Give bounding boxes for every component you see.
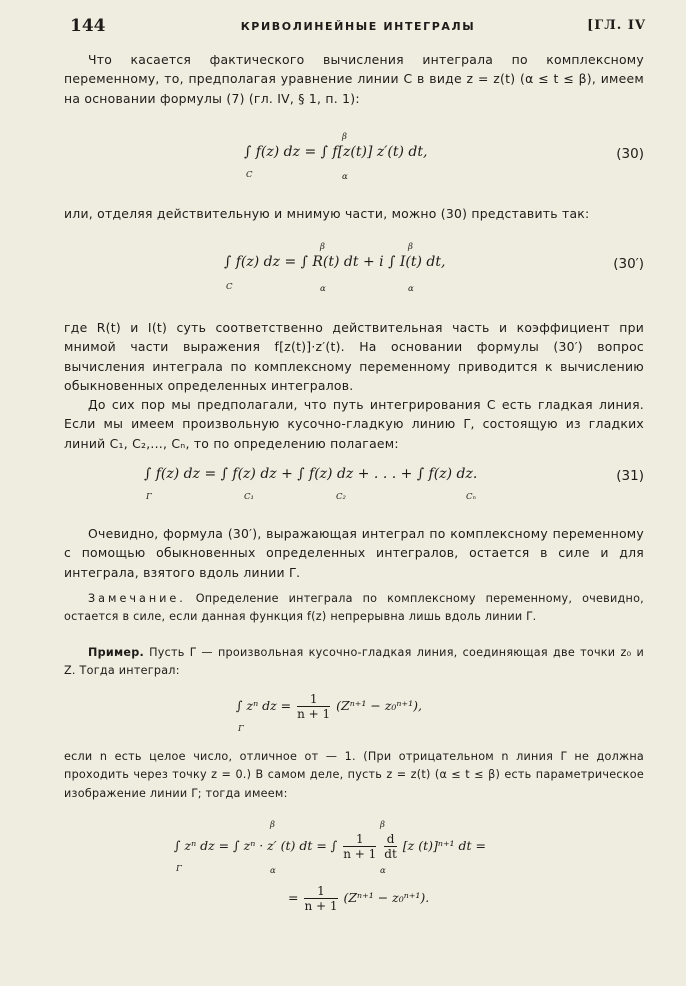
chapter-marker: [ГЛ. IV — [587, 18, 646, 33]
formula-final-line2 — [64, 878, 644, 928]
formula-31-limit-gamma: Γ — [146, 492, 152, 502]
formula-30-expression: ∫ f(z) dz = ∫ f[z(t)] z′(t) dt, — [244, 144, 428, 160]
formula-30-number: (30) — [616, 146, 644, 162]
formula-31-limit-c1: C₁ — [244, 492, 254, 502]
page-number: 144 — [70, 16, 106, 36]
formula-final-fraction-2-num: d — [384, 832, 397, 847]
formula-example-rhs: (Zⁿ⁺¹ − z₀ⁿ⁺¹), — [336, 698, 422, 713]
formula-30-prime-lower-1: α — [320, 284, 326, 294]
formula-final-limit-a2: α — [380, 866, 386, 876]
paragraph-proof-text: если n есть целое число, отличное от — 1. (При отрицательном n линия Γ не должна проходить через точку z = 0.) В самом деле, пусть z = z(t) (α ≤ t ≤ β) есть параметрическое изображение линии Γ; тогда имеем: — [64, 750, 644, 800]
formula-example — [64, 680, 644, 738]
formula-30-prime-expression: ∫ f(z) dz = ∫ R(t) dt + i ∫ I(t) dt, — [224, 254, 446, 270]
paragraph-real-imag-text: или, отделяя действительную и мнимую части, можно (30) представить так: — [64, 206, 590, 221]
formula-30-prime-number: (30′) — [613, 256, 644, 272]
formula-31-limit-cn: Cₙ — [466, 492, 476, 502]
remark-text: Определение интеграла по комплексному переменному, очевидно, остается в силе, если данная функция f(z) непрерывна лишь вдоль линии Γ. — [64, 592, 644, 624]
formula-final-fraction-2-den: dt — [384, 847, 397, 861]
example-label: Пример. — [88, 646, 144, 659]
formula-30-prime-upper-2: β — [408, 242, 413, 252]
paragraph-intro-text: Что касается фактического вычисления интеграла по комплексному переменному, то, предполагая уравнение линии C в виде z = z(t) (α ≤ t ≤ β), имеем на основании формулы (7) (гл. IV, § 1, п. 1): — [64, 52, 644, 106]
formula-31-limit-c2: C₂ — [336, 492, 346, 502]
running-header — [70, 16, 646, 36]
paragraph-remark — [64, 590, 644, 627]
paragraph-piecewise-text: До сих пор мы предполагали, что путь интегрирования C есть гладкая линия. Если мы имеем произвольную кусочно-гладкую линию Γ, состоящую из гладких линий C₁, C₂,..., Cₙ, то по определению полагаем: — [64, 397, 644, 451]
formula-example-denominator: n + 1 — [297, 707, 331, 721]
paragraph-where-text: где R(t) и I(t) суть соответственно действительная часть и коэффициент при мнимой части выражения f[z(t)]·z′(t). На основании формулы (30′) вопрос вычисления интеграла по комплексному переменному приводится к вычислению обыкновенных определенных интегралов. — [64, 320, 644, 393]
formula-final-limit-a1: α — [270, 866, 276, 876]
formula-30-lower-limit: α — [342, 172, 348, 182]
example-text: Пусть Γ — произвольная кусочно-гладкая линия, соединяющая две точки z₀ и Z. Тогда интеграл: — [64, 646, 644, 678]
formula-final-fraction-1 — [343, 832, 376, 861]
formula-final-fraction-3 — [304, 884, 337, 913]
formula-example-fraction — [297, 692, 330, 721]
formula-final-line2-expression — [288, 884, 429, 913]
formula-final-line1-expression — [174, 832, 486, 861]
paragraph-obviously-text: Очевидно, формула (30′), выражающая интеграл по комплексному переменному с помощью обыкновенных определенных интегралов, остается в силе и для интеграла, взятого вдоль линии Γ. — [64, 526, 644, 580]
formula-final-part2: [z (t)]ⁿ⁺¹ dt = — [402, 838, 487, 853]
formula-final-limit-b2: β — [380, 820, 385, 830]
formula-31-number: (31) — [616, 468, 644, 484]
formula-30-upper-limit: β — [342, 132, 347, 142]
formula-final-limit-gamma: Γ — [176, 864, 182, 874]
formula-example-expression — [236, 692, 422, 721]
paragraph-piecewise — [64, 395, 644, 453]
formula-30-prime-upper-1: β — [320, 242, 325, 252]
formula-30-prime-lower-left: C — [226, 282, 233, 292]
formula-example-limit: Γ — [238, 724, 244, 734]
formula-final-fraction-3-den: n + 1 — [304, 899, 338, 913]
formula-31 — [64, 450, 644, 510]
running-title: КРИВОЛИНЕЙНЫЕ ИНТЕГРАЛЫ — [240, 20, 476, 33]
paragraph-proof — [64, 748, 644, 803]
formula-30 — [64, 128, 644, 188]
formula-final-line1 — [64, 818, 644, 878]
formula-31-expression: ∫ f(z) dz = ∫ f(z) dz + ∫ f(z) dz + . . . + ∫ f(z) dz. — [144, 466, 478, 482]
formula-final-fraction-1-num: 1 — [343, 832, 376, 847]
formula-final-line2-prefix: = — [288, 890, 299, 905]
formula-final-limit-b1: β — [270, 820, 275, 830]
formula-final-line2-rhs: (Zⁿ⁺¹ − z₀ⁿ⁺¹). — [343, 890, 430, 905]
paragraph-example — [64, 644, 644, 681]
formula-final-fraction-2 — [384, 832, 397, 861]
formula-final-fraction-3-num: 1 — [304, 884, 337, 899]
formula-example-lhs: ∫ zⁿ dz = — [236, 698, 292, 713]
formula-final-part1: ∫ zⁿ dz = ∫ zⁿ · z′ (t) dt = ∫ — [174, 838, 338, 853]
paragraph-obviously — [64, 524, 644, 582]
formula-30-lower-left: C — [246, 170, 253, 180]
paragraph-real-imag — [64, 204, 644, 223]
paragraph-intro — [64, 50, 644, 108]
formula-example-numerator: 1 — [297, 692, 330, 707]
formula-30-prime — [64, 238, 644, 298]
remark-label: Замечание. — [88, 592, 186, 605]
formula-final-fraction-1-den: n + 1 — [343, 847, 377, 861]
formula-30-prime-lower-2: α — [408, 284, 414, 294]
paragraph-where — [64, 318, 644, 395]
